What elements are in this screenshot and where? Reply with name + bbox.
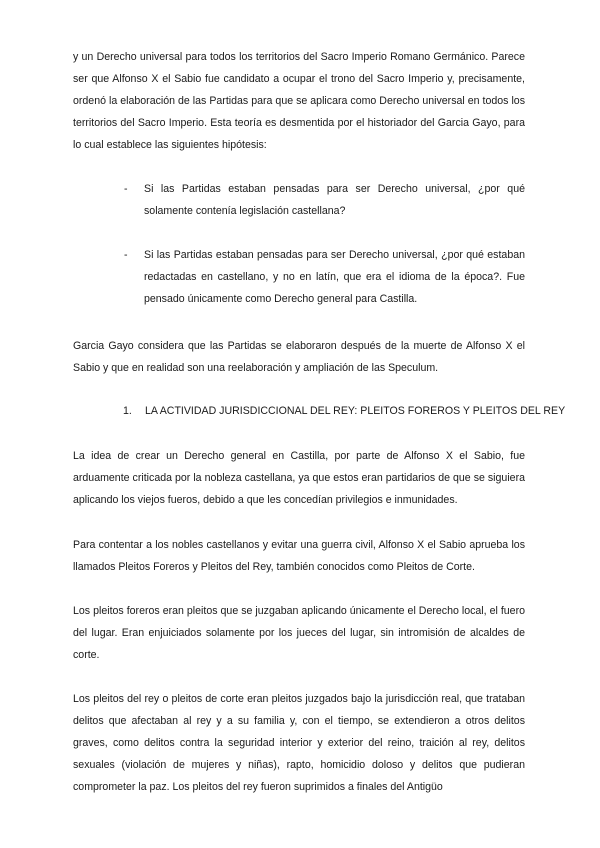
list-item-hypothesis-1 — [124, 178, 525, 222]
bullet-dash: - — [124, 183, 128, 195]
section-title: LA ACTIVIDAD JURISDICCIONAL DEL REY: PLEITOS FOREROS Y PLEITOS DEL REY — [145, 405, 566, 417]
bullet-dash: - — [124, 249, 128, 261]
paragraph-pleitos-de-corte: Para contentar a los nobles castellanos y evitar una guerra civil, Alfonso X el Sabio aprueba los llamados Pleitos Foreros y Pleitos del Rey, también conocidos como Pleitos de Corte. — [73, 539, 525, 573]
list-item-text: Si las Partidas estaban pensadas para ser Derecho universal, ¿por qué solamente contenía legislación castellana? — [144, 183, 525, 217]
paragraph-intro: y un Derecho universal para todos los territorios del Sacro Imperio Romano Germánico. Parece ser que Alfonso X el Sabio fue candidato a ocupar el trono del Sacro Imperio y, precisamente, ordenó la elaboración de las Partidas para que se aplicara como Derecho universal en todos los territorios del Sacro Imperio. Esta teoría es desmentida por el historiador del Garcia Gayo, para lo cual establece las siguientes hipótesis: — [73, 51, 525, 151]
section-heading — [123, 400, 566, 422]
list-item-text: Si las Partidas estaban pensadas para ser Derecho universal, ¿por qué estaban redactadas en castellano, y no en latín, que era el idioma de la época?. Fue pensado únicamente como Derecho general para Castilla. — [144, 249, 525, 305]
list-item-hypothesis-2 — [124, 244, 525, 310]
paragraph-derecho-general: La idea de crear un Derecho general en Castilla, por parte de Alfonso X el Sabio, fue arduamente criticada por la nobleza castellana, ya que estos eran partidarios de que se siguiera aplicando los viejos fueros, debido a que les concedían privilegios e inmunidades. — [73, 450, 525, 506]
paragraph-garcia-gayo: Garcia Gayo considera que las Partidas se elaboraron después de la muerte de Alfonso X el Sabio y que en realidad son una reelaboración y ampliación de las Speculum. — [73, 340, 525, 374]
paragraph-pleitos-del-rey: Los pleitos del rey o pleitos de corte eran pleitos juzgados bajo la jurisdicción real, que trataban delitos que afectaban al rey y a su familia y, con el tiempo, se extendieron a otros delitos graves, como delitos contra la seguridad interior y exterior del reino, traición al rey, delitos sexuales (violación de mujeres y niñas), rapto, homicidio doloso y delitos que pudieran comprometer la paz. Los pleitos del rey fueron suprimidos a finales del Antigüo — [73, 693, 525, 793]
paragraph-pleitos-foreros: Los pleitos foreros eran pleitos que se juzgaban aplicando únicamente el Derecho local, el fuero del lugar. Eran enjuiciados solamente por los jueces del lugar, sin intromisión de alcaldes de corte. — [73, 605, 525, 661]
section-number: 1. — [123, 405, 132, 417]
